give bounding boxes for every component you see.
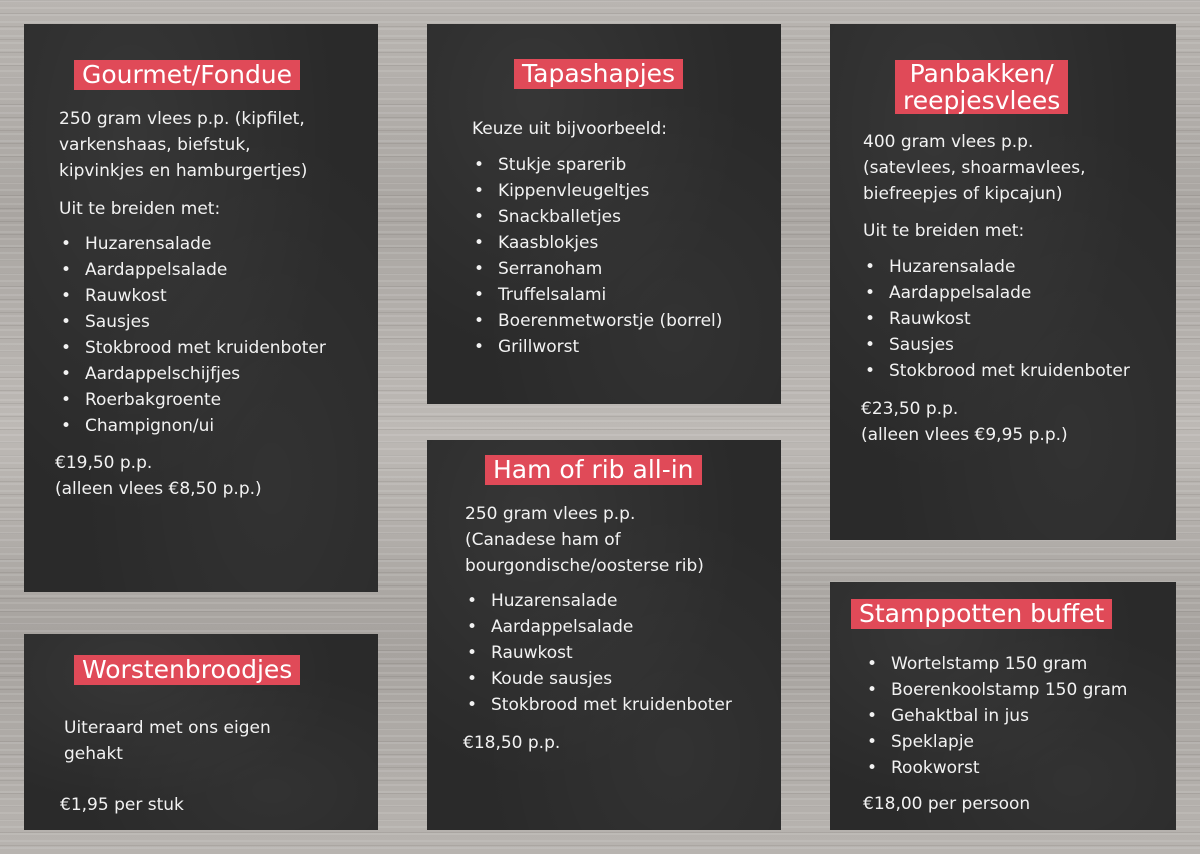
tapas-subheading: Keuze uit bijvoorbeeld: <box>472 119 667 139</box>
list-item: • Huzarensalade <box>465 588 732 614</box>
stamppot-title: Stamppotten buffet <box>851 599 1112 629</box>
list-item: • Sausjes <box>59 309 326 335</box>
panbakken-price: €23,50 p.p. <box>861 399 959 419</box>
list-item: • Aardappelsalade <box>59 257 326 283</box>
list-item: • Kaasblokjes <box>472 230 722 256</box>
list-item: • Stokbrood met kruidenboter <box>59 335 326 361</box>
list-item: • Stokbrood met kruidenboter <box>465 692 732 718</box>
list-item: • Rookworst <box>865 755 1127 781</box>
list-item: • Roerbakgroente <box>59 387 326 413</box>
list-item: • Aardappelschijfjes <box>59 361 326 387</box>
panbakken-title <box>895 60 1068 114</box>
ham-intro-1: 250 gram vlees p.p. <box>465 504 636 524</box>
list-item: • Rauwkost <box>863 306 1130 332</box>
list-item: • Rauwkost <box>465 640 732 666</box>
list-item: • Kippenvleugeltjes <box>472 178 722 204</box>
list-item: • Sausjes <box>863 332 1130 358</box>
worsten-intro-1: Uiteraard met ons eigen <box>64 718 271 738</box>
gourmet-intro-3: kipvinkjes en hamburgertjes) <box>59 161 308 181</box>
list-item: • Rauwkost <box>59 283 326 309</box>
panbakken-price-note: (alleen vlees €9,95 p.p.) <box>861 425 1068 445</box>
ham-list <box>465 588 732 718</box>
panbakken-board <box>830 24 1176 540</box>
list-item: • Serranoham <box>472 256 722 282</box>
ham-intro-3: bourgondische/oosterse rib) <box>465 556 704 576</box>
gourmet-title: Gourmet/Fondue <box>74 60 300 90</box>
panbakken-intro-1: 400 gram vlees p.p. <box>863 132 1034 152</box>
worsten-title: Worstenbroodjes <box>74 655 300 685</box>
list-item: • Truffelsalami <box>472 282 722 308</box>
list-item: • Stokbrood met kruidenboter <box>863 358 1130 384</box>
stamppot-price: €18,00 per persoon <box>863 794 1031 814</box>
gourmet-intro-2: varkenshaas, biefstuk, <box>59 135 251 155</box>
stamppot-board <box>830 582 1176 830</box>
gourmet-price-note: (alleen vlees €8,50 p.p.) <box>55 479 262 499</box>
gourmet-list <box>59 231 326 439</box>
tapas-list <box>472 152 722 360</box>
list-item: • Speklapje <box>865 729 1127 755</box>
ham-price: €18,50 p.p. <box>463 733 561 753</box>
list-item: • Huzarensalade <box>59 231 326 257</box>
list-item: • Stukje sparerib <box>472 152 722 178</box>
list-item: • Boerenmetworstje (borrel) <box>472 308 722 334</box>
list-item: • Grillworst <box>472 334 722 360</box>
list-item: • Wortelstamp 150 gram <box>865 651 1127 677</box>
panbakken-subheading: Uit te breiden met: <box>863 221 1025 241</box>
gourmet-subheading: Uit te breiden met: <box>59 199 221 219</box>
tapas-board <box>427 24 781 404</box>
panbakken-intro-2: (satevlees, shoarmavlees, <box>863 158 1086 178</box>
list-item: • Champignon/ui <box>59 413 326 439</box>
list-item: • Koude sausjes <box>465 666 732 692</box>
stamppot-list <box>865 651 1127 781</box>
tapas-title: Tapashapjes <box>514 59 683 89</box>
worsten-intro-2: gehakt <box>64 744 123 764</box>
ham-title: Ham of rib all-in <box>485 455 702 485</box>
list-item: • Aardappelsalade <box>863 280 1130 306</box>
list-item: • Aardappelsalade <box>465 614 732 640</box>
gourmet-board <box>24 24 378 592</box>
list-item: • Snackballetjes <box>472 204 722 230</box>
worsten-price: €1,95 per stuk <box>60 795 184 815</box>
panbakken-title-line-1: Panbakken/ <box>909 59 1054 88</box>
list-item: • Gehaktbal in jus <box>865 703 1127 729</box>
panbakken-title-line-2: reepjesvlees <box>903 86 1061 115</box>
ham-intro-2: (Canadese ham of <box>465 530 621 550</box>
panbakken-list <box>863 254 1130 384</box>
panbakken-intro-3: biefreepjes of kipcajun) <box>863 184 1063 204</box>
list-item: • Huzarensalade <box>863 254 1130 280</box>
ham-board <box>427 440 781 830</box>
gourmet-intro-1: 250 gram vlees p.p. (kipfilet, <box>59 109 305 129</box>
list-item: • Boerenkoolstamp 150 gram <box>865 677 1127 703</box>
worsten-board <box>24 634 378 830</box>
gourmet-price: €19,50 p.p. <box>55 453 153 473</box>
